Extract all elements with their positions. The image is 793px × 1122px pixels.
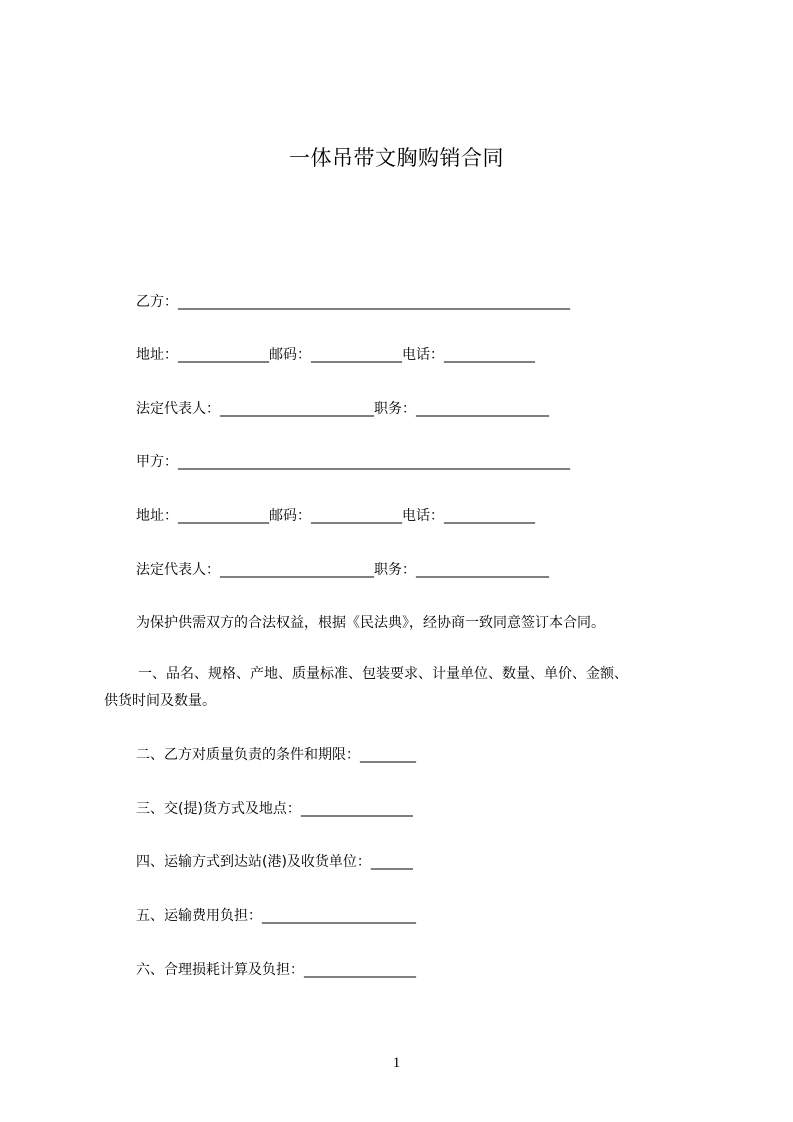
party-b-representative-line: 法定代表人：______________________职务：___________________ <box>136 401 549 417</box>
party-b-address-line: 地址：_____________邮码：_____________电话：_____________ <box>136 347 535 363</box>
clause-4: 四、运输方式到达站(港)及收货单位：______ <box>136 854 413 870</box>
clause-5: 五、运输费用负担：______________________ <box>136 908 416 924</box>
party-a-representative-line: 法定代表人：______________________职务：___________________ <box>136 562 549 578</box>
party-b-line: 乙方：________________________________________________________ <box>136 294 570 310</box>
preamble-paragraph: 为保护供需双方的合法权益，根据《民法典》，经协商一致同意签订本合同。 <box>136 615 605 631</box>
page-number: 1 <box>392 1055 401 1071</box>
clause-2: 二、乙方对质量负责的条件和期限：________ <box>136 747 416 763</box>
party-a-address-line: 地址：_____________邮码：_____________电话：_____________ <box>136 508 535 524</box>
contract-title: 一体吊带文胸购销合同 <box>289 146 504 170</box>
clause-3: 三、交(提)货方式及地点：________________ <box>136 801 413 817</box>
clause-1-line-1: 一、品名、规格、产地、质量标准、包装要求、计量单位、数量、单价、金额、 <box>138 666 628 682</box>
party-a-line: 甲方：________________________________________________________ <box>136 454 570 470</box>
clause-1-line-2: 供货时间及数量。 <box>104 693 216 709</box>
clause-6: 六、合理损耗计算及负担：________________ <box>136 962 416 978</box>
